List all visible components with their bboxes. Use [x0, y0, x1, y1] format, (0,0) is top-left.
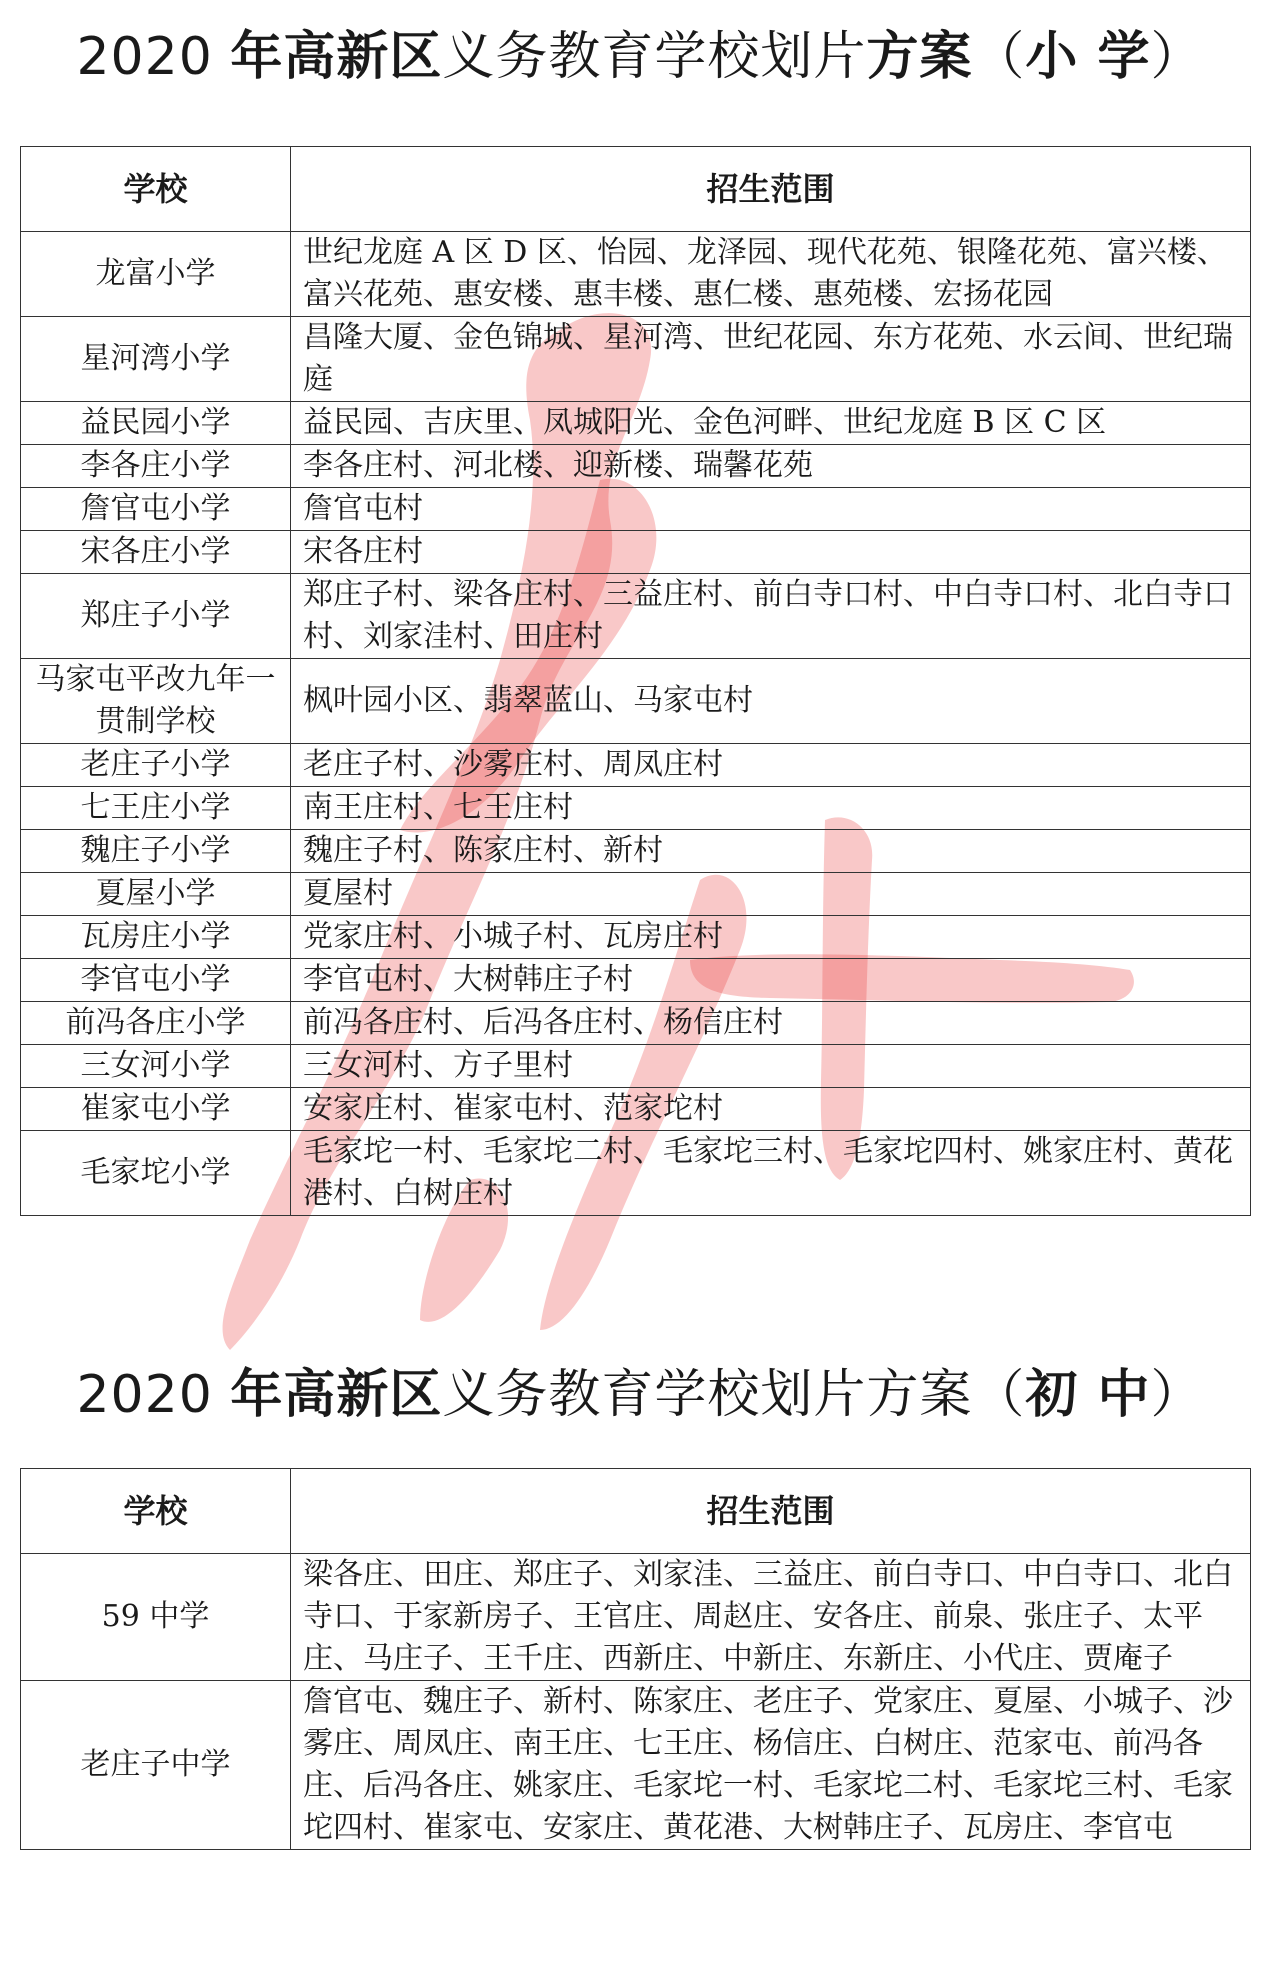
- table-row: [21, 1045, 1251, 1088]
- school-name: 前冯各庄小学: [21, 1002, 291, 1045]
- table-header-row: [21, 1469, 1251, 1554]
- school-name: 三女河小学: [21, 1045, 291, 1088]
- table-row: [21, 531, 1251, 574]
- title-year: 2020: [76, 27, 213, 87]
- school-name: 夏屋小学: [21, 873, 291, 916]
- title-year: 2020: [76, 1365, 213, 1425]
- table-row: [21, 916, 1251, 959]
- title-paren-open: （: [972, 27, 1026, 87]
- enrollment-range: 益民园、吉庆里、凤城阳光、金色河畔、世纪龙庭 B 区 C 区: [291, 402, 1251, 445]
- table-row: [21, 232, 1251, 317]
- table-header-row: [21, 147, 1251, 232]
- enrollment-range: 昌隆大厦、金色锦城、星河湾、世纪花园、东方花苑、水云间、世纪瑞庭: [291, 317, 1251, 402]
- school-name: 毛家坨小学: [21, 1131, 291, 1216]
- table-row: [21, 574, 1251, 659]
- title-plan: 方案: [866, 27, 973, 87]
- table-row: [21, 1088, 1251, 1131]
- enrollment-range: 三女河村、方子里村: [291, 1045, 1251, 1088]
- enrollment-range: 党家庄村、小城子村、瓦房庄村: [291, 916, 1251, 959]
- enrollment-range: 李各庄村、河北楼、迎新楼、瑞馨花苑: [291, 445, 1251, 488]
- school-name: 益民园小学: [21, 402, 291, 445]
- school-name: 星河湾小学: [21, 317, 291, 402]
- school-name: 郑庄子小学: [21, 574, 291, 659]
- school-name: 七王庄小学: [21, 787, 291, 830]
- school-name: 瓦房庄小学: [21, 916, 291, 959]
- header-school: 学校: [21, 1469, 291, 1554]
- title-level: 初 中: [1025, 1365, 1151, 1425]
- header-range: 招生范围: [291, 147, 1251, 232]
- table-row: [21, 873, 1251, 916]
- table-row: [21, 1002, 1251, 1045]
- enrollment-range: 梁各庄、田庄、郑庄子、刘家洼、三益庄、前白寺口、中白寺口、北白寺口、于家新房子、王官庄、周赵庄、安各庄、前泉、张庄子、太平庄、马庄子、王千庄、西新庄、中新庄、东新庄、小代庄、贾庵子: [291, 1554, 1251, 1681]
- table-row: [21, 488, 1251, 531]
- enrollment-range: 宋各庄村: [291, 531, 1251, 574]
- enrollment-range: 安家庄村、崔家屯村、范家坨村: [291, 1088, 1251, 1131]
- enrollment-range: 李官屯村、大树韩庄子村: [291, 959, 1251, 1002]
- table-row: [21, 1131, 1251, 1216]
- school-name: 李各庄小学: [21, 445, 291, 488]
- middle-school-title: [0, 1352, 1280, 1427]
- enrollment-range: 魏庄子村、陈家庄村、新村: [291, 830, 1251, 873]
- enrollment-range: 毛家坨一村、毛家坨二村、毛家坨三村、毛家坨四村、姚家庄村、黄花港村、白树庄村: [291, 1131, 1251, 1216]
- title-paren-close: ）: [1150, 1365, 1204, 1425]
- table-row: [21, 445, 1251, 488]
- primary-school-title: [0, 14, 1280, 89]
- enrollment-range: 前冯各庄村、后冯各庄村、杨信庄村: [291, 1002, 1251, 1045]
- table-row: [21, 830, 1251, 873]
- school-name: 老庄子小学: [21, 744, 291, 787]
- school-name: 李官屯小学: [21, 959, 291, 1002]
- table-row: [21, 787, 1251, 830]
- enrollment-range: 詹官屯、魏庄子、新村、陈家庄、老庄子、党家庄、夏屋、小城子、沙雾庄、周凤庄、南王庄、七王庄、杨信庄、白树庄、范家屯、前冯各庄、后冯各庄、姚家庄、毛家坨一村、毛家坨二村、毛家坨三村、毛家坨四村、崔家屯、安家庄、黄花港、大树韩庄子、瓦房庄、李官屯: [291, 1681, 1251, 1850]
- title-district: 年高新区: [230, 1365, 443, 1425]
- school-name: 宋各庄小学: [21, 531, 291, 574]
- school-name: 詹官屯小学: [21, 488, 291, 531]
- school-name: 魏庄子小学: [21, 830, 291, 873]
- school-name: 龙富小学: [21, 232, 291, 317]
- enrollment-range: 夏屋村: [291, 873, 1251, 916]
- enrollment-range: 郑庄子村、梁各庄村、三益庄村、前白寺口村、中白寺口村、北白寺口村、刘家洼村、田庄村: [291, 574, 1251, 659]
- table-row: [21, 1554, 1251, 1681]
- table-row: [21, 959, 1251, 1002]
- table-row: [21, 1681, 1251, 1850]
- title-main: 义务教育学校划片: [442, 27, 867, 87]
- header-range: 招生范围: [291, 1469, 1251, 1554]
- school-name: 崔家屯小学: [21, 1088, 291, 1131]
- title-main: 义务教育学校划片方案: [442, 1365, 973, 1425]
- school-name: 老庄子中学: [21, 1681, 291, 1850]
- header-school: 学校: [21, 147, 291, 232]
- school-name: 59 中学: [21, 1554, 291, 1681]
- title-level: 小 学: [1025, 27, 1151, 87]
- enrollment-range: 世纪龙庭 A 区 D 区、怡园、龙泽园、现代花苑、银隆花苑、富兴楼、富兴花苑、惠安楼、惠丰楼、惠仁楼、惠苑楼、宏扬花园: [291, 232, 1251, 317]
- enrollment-range: 南王庄村、七王庄村: [291, 787, 1251, 830]
- table-row: [21, 317, 1251, 402]
- enrollment-range: 老庄子村、沙雾庄村、周凤庄村: [291, 744, 1251, 787]
- enrollment-range: 枫叶园小区、翡翠蓝山、马家屯村: [291, 659, 1251, 744]
- primary-school-table: [20, 146, 1251, 1216]
- table-row: [21, 402, 1251, 445]
- school-name: 马家屯平改九年一贯制学校: [21, 659, 291, 744]
- title-paren-close: ）: [1150, 27, 1204, 87]
- middle-school-table: [20, 1468, 1251, 1850]
- enrollment-range: 詹官屯村: [291, 488, 1251, 531]
- table-row: [21, 659, 1251, 744]
- title-paren-open: （: [972, 1365, 1026, 1425]
- title-district: 年高新区: [230, 27, 443, 87]
- table-row: [21, 744, 1251, 787]
